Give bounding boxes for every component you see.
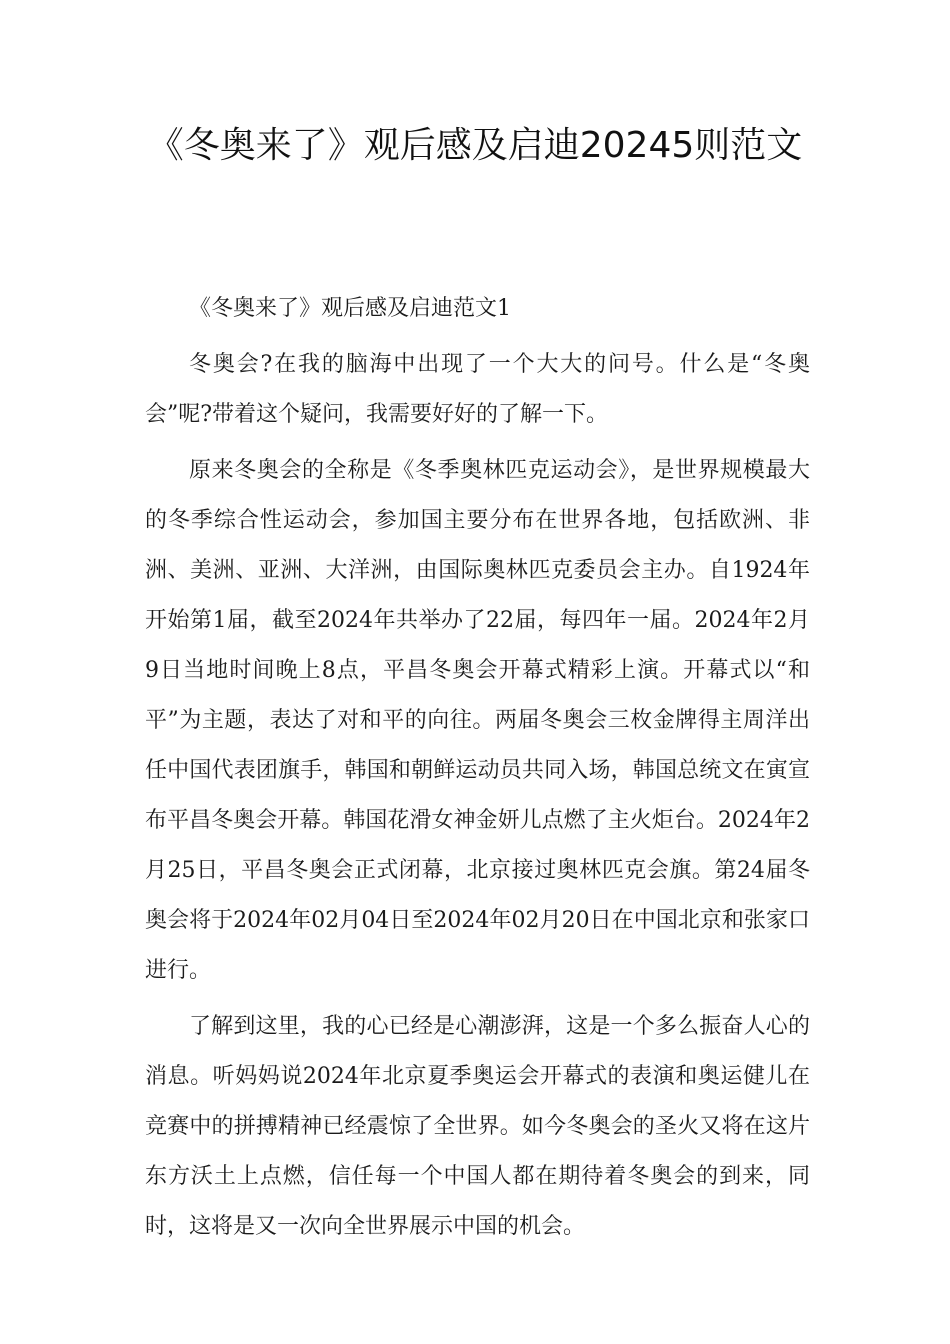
- paragraph-1: 冬奥会?在我的脑海中出现了一个大大的问号。什么是“冬奥会”呢?带着这个疑问，我需要好好的了解一下。: [145, 352, 810, 427]
- paragraph-2: 原来冬奥会的全称是《冬季奥林匹克运动会》，是世界规模最大的冬季综合性运动会，参加国主要分布在世界各地，包括欧洲、非洲、美洲、亚洲、大洋洲，由国际奥林匹克委员会主办。自1924年开始第1届，截至2024年共举办了22届，每四年一届。2024年2月9日当地时间晚上8点，平昌冬奥会开幕式精彩上演。开幕式以“和平”为主题，表达了对和平的向往。两届冬奥会三枚金牌得主周洋出任中国代表团旗手，韩国和朝鲜运动员共同入场，韩国总统文在寅宣布平昌冬奥会开幕。韩国花滑女神金妍儿点燃了主火炬台。2024年2月25日，平昌冬奥会正式闭幕，北京接过奥林匹克会旗。第24届冬奥会将于2024年02月04日至2024年02月20日在中国北京和张家口进行。: [145, 458, 810, 983]
- section-subtitle: 《冬奥来了》观后感及启迪范文1: [189, 296, 511, 321]
- document-body: [145, 284, 810, 1252]
- paragraph-3: 了解到这里，我的心已经是心潮澎湃，这是一个多么振奋人心的消息。听妈妈说2024年北京夏季奥运会开幕式的表演和奥运健儿在竞赛中的拼搏精神已经震惊了全世界。如今冬奥会的圣火又将在这片东方沃土上点燃，信任每一个中国人都在期待着冬奥会的到来，同时，这将是又一次向全世界展示中国的机会。: [145, 1014, 810, 1239]
- document-title: 《冬奥来了》观后感及启迪20245则范文: [147, 125, 803, 166]
